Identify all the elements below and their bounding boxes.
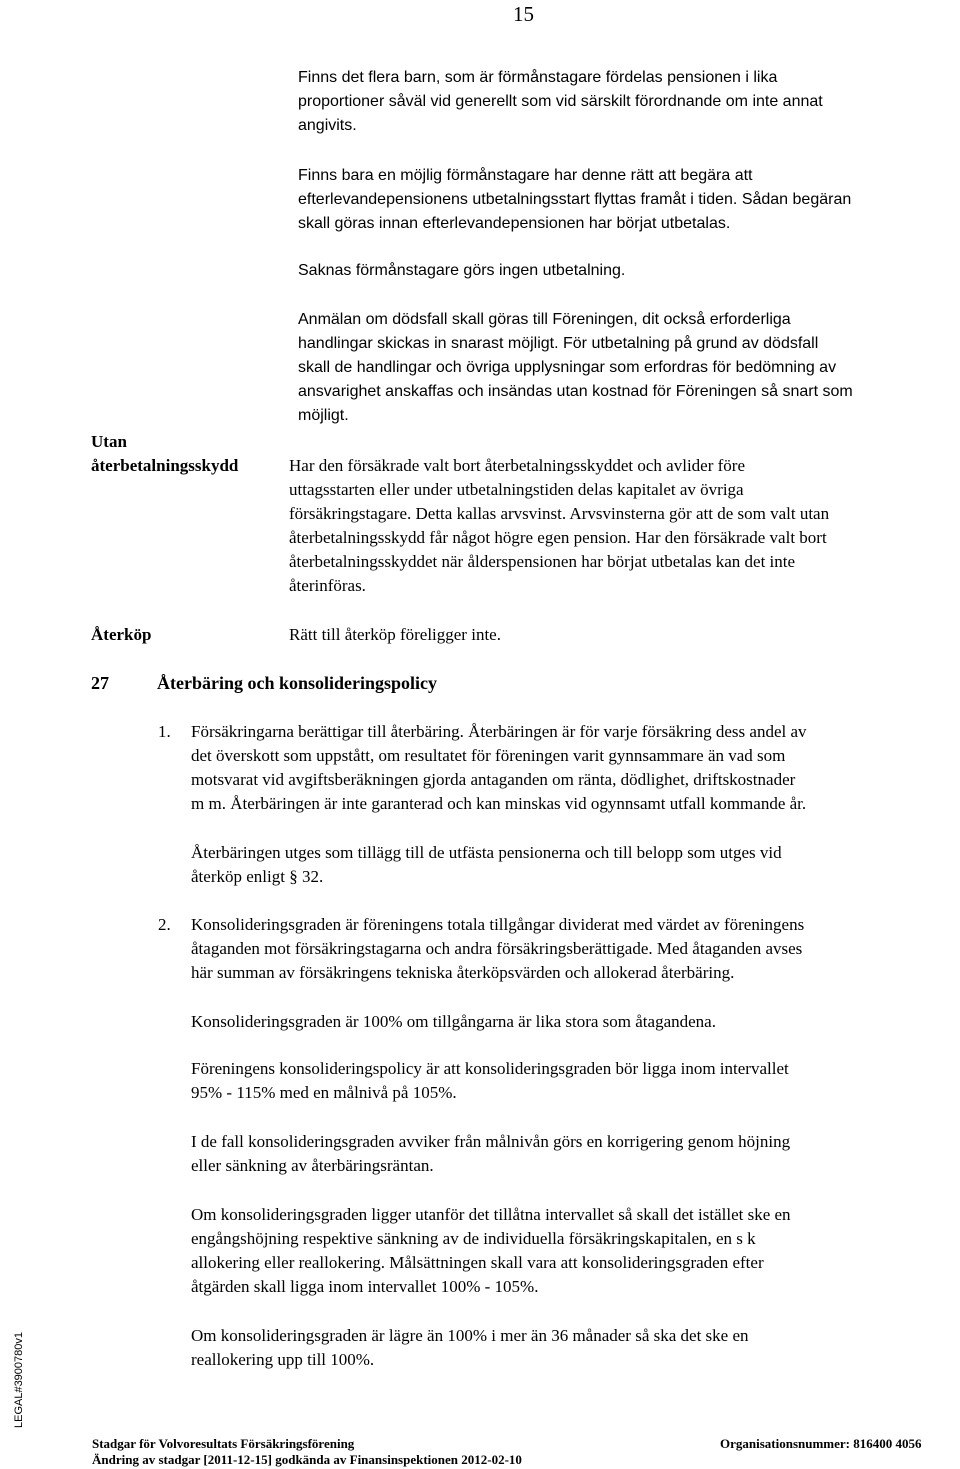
text-line: Finns det flera barn, som är förmånstagare fördelas pensionen i lika [298, 69, 778, 86]
text-line: det överskott som uppstått, om resultatet för föreningen varit gynnsammare än vad som [191, 746, 786, 765]
text-line: här summan av försäkringens tekniska återköpsvärden och allokerad återbäring. [191, 963, 735, 982]
paragraph-no-refund-protection [289, 454, 829, 598]
text-line: åtgärden skall ligga inom intervallet 100% - 105%. [191, 1277, 539, 1296]
text-line: Återbäringen utges som tillägg till de utfästa pensionerna och till belopp som utges vid [191, 843, 782, 862]
document-id: LEGAL#3900780v1 [13, 1331, 26, 1429]
paragraph-multiple-beneficiaries [298, 66, 823, 138]
list-item-2-paragraph [191, 1010, 716, 1034]
text-line: skall de handlingar och övriga upplysningar som erfordras för bedömning av [298, 359, 837, 376]
section-label-no-refund-protection [91, 430, 238, 478]
text-line: Finns bara en möjlig förmånstagare har denne rätt att begära att [298, 167, 753, 184]
paragraph-single-beneficiary [298, 164, 851, 236]
text-line: Anmälan om dödsfall skall göras till Föreningen, dit också erforderliga [298, 311, 791, 328]
text-line: Konsolideringsgraden är 100% om tillgångarna är lika stora som åtagandena. [191, 1012, 716, 1031]
list-item-1 [191, 720, 807, 816]
text-line: Saknas förmånstagare görs ingen utbetalning. [298, 262, 626, 279]
list-number: 1. [158, 722, 171, 741]
text-line: reallokering upp till 100%. [191, 1350, 375, 1369]
text-line: Om konsolideringsgraden ligger utanför det tillåtna intervallet så skall det istället ske en [191, 1205, 791, 1224]
footer-org-number: Organisationsnummer: 816400 4056 [720, 1436, 922, 1451]
text-line: Föreningens konsolideringspolicy är att konsolideringsgraden bör ligga inom intervallet [191, 1059, 789, 1078]
text-line: angivits. [298, 117, 357, 134]
section-label-surrender: Återköp [91, 625, 152, 644]
text-line: återbetalningsskyddet när ålderspensionen har börjat utbetalas kan det inte [289, 552, 796, 571]
footer-amendment-note: Ändring av stadgar [2011-12-15] godkända av Finansinspektionen 2012-02-10 [92, 1452, 522, 1467]
text-line: efterlevandepensionens utbetalningsstart flyttas framåt i tiden. Sådan begäran [298, 191, 852, 208]
footer-organization-name: Stadgar för Volvoresultats Försäkringsförening [92, 1436, 355, 1451]
heading-number: 27 [91, 673, 109, 693]
text-line: Försäkringarna berättigar till återbäring. Återbäringen är för varje försäkring dess andel av [191, 722, 807, 741]
text-line: återinföras. [289, 576, 366, 595]
paragraph-surrender: Rätt till återköp föreligger inte. [289, 625, 501, 644]
label-line: Utan [91, 432, 127, 451]
text-line: Om konsolideringsgraden är lägre än 100% i mer än 36 månader så ska det ske en [191, 1326, 749, 1345]
text-line: åtaganden mot försäkringstagarna och andra försäkringsberättigade. Med åtaganden avses [191, 939, 803, 958]
text-line: allokering eller reallokering. Målsättningen skall vara att konsolideringsgraden efter [191, 1253, 764, 1272]
text-line: återbetalningsskydd får något högre egen pension. Har den försäkrade valt bort [289, 528, 827, 547]
text-line: engångshöjning respektive sänkning av de individuella försäkringskapitalen, en s k [191, 1229, 756, 1248]
text-line: I de fall konsolideringsgraden avviker från målnivån görs en korrigering genom höjning [191, 1132, 791, 1151]
list-item-2-paragraph [191, 1203, 791, 1299]
text-line: handlingar skickas in snarast möjligt. För utbetalning på grund av dödsfall [298, 335, 819, 352]
text-line: ansvarighet anskaffas och insändas utan kostnad för Föreningen så snart som [298, 383, 853, 400]
text-line: återköp enligt § 32. [191, 867, 324, 886]
text-line: proportioner såväl vid generellt som vid särskilt förordnande om inte annat [298, 93, 823, 110]
list-item-2-paragraph [191, 1324, 749, 1372]
text-line: skall göras innan efterlevandepensionen har börjat utbetalas. [298, 215, 731, 232]
list-item-2-paragraph [191, 1057, 789, 1105]
page-number: 15 [513, 2, 534, 26]
text-line: försäkringstagare. Detta kallas arvsvinst. Arvsvinsterna gör att de som valt utan [289, 504, 830, 523]
paragraph-no-beneficiary [298, 259, 625, 283]
text-line: Konsolideringsgraden är föreningens totala tillgångar dividerat med värdet av föreningens [191, 915, 805, 934]
text-line: uttagsstarten eller under utbetalningstiden delas kapitalet av övriga [289, 480, 744, 499]
paragraph-death-notice [298, 308, 853, 428]
list-item-1-paragraph [191, 841, 782, 889]
heading-title: Återbäring och konsolideringspolicy [157, 673, 438, 693]
section-heading [91, 673, 437, 694]
text-line: eller sänkning av återbäringsräntan. [191, 1156, 434, 1175]
list-item-2 [191, 913, 804, 985]
text-line: m m. Återbäringen är inte garanterad och kan minskas vid ogynnsamt utfall kommande år. [191, 794, 807, 813]
text-line: möjligt. [298, 407, 349, 424]
list-number: 2. [158, 915, 171, 934]
label-line: återbetalningsskydd [91, 456, 239, 475]
text-line: Har den försäkrade valt bort återbetalningsskyddet och avlider före [289, 456, 745, 475]
text-line: 95% - 115% med en målnivå på 105%. [191, 1083, 457, 1102]
text-line: motsvarat vid avgiftsberäkningen gjorda antaganden om ränta, dödlighet, driftskostnader [191, 770, 796, 789]
list-item-2-paragraph [191, 1130, 790, 1178]
